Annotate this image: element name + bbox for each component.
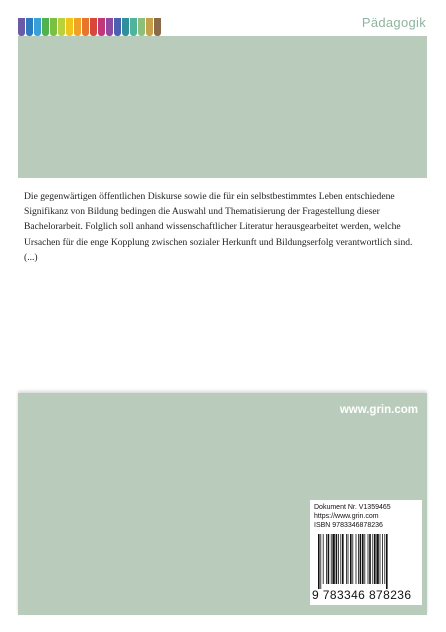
barcode-bar bbox=[338, 534, 339, 584]
barcode-bar bbox=[340, 534, 341, 584]
document-number: Dokument Nr. V1359465 bbox=[314, 504, 391, 511]
barcode-bar bbox=[380, 534, 381, 584]
color-stripe bbox=[74, 18, 81, 36]
barcode-bar bbox=[362, 534, 364, 584]
barcode-bar bbox=[318, 534, 320, 589]
barcode-bar bbox=[326, 534, 327, 584]
barcode-bar bbox=[348, 534, 349, 584]
color-stripe bbox=[42, 18, 49, 36]
color-stripe bbox=[66, 18, 73, 36]
barcode-bar bbox=[368, 534, 369, 584]
barcode-bar bbox=[332, 534, 334, 584]
barcode bbox=[316, 534, 416, 589]
color-stripe bbox=[18, 18, 25, 36]
barcode-bar bbox=[374, 534, 376, 584]
category-label: Pädagogik bbox=[361, 15, 426, 30]
barcode-bar bbox=[320, 534, 321, 589]
barcode-bar bbox=[331, 534, 332, 584]
isbn-box bbox=[310, 500, 422, 605]
color-stripe bbox=[26, 18, 33, 36]
color-stripe bbox=[130, 18, 137, 36]
color-stripe bbox=[50, 18, 57, 36]
color-stripe bbox=[98, 18, 105, 36]
barcode-bar bbox=[364, 534, 365, 584]
barcode-bar bbox=[358, 534, 359, 584]
barcode-bar bbox=[336, 534, 338, 584]
document-url: https://www.grin.com bbox=[314, 513, 379, 520]
barcode-bar bbox=[328, 534, 330, 584]
barcode-bar bbox=[342, 534, 344, 584]
barcode-bar bbox=[356, 534, 357, 584]
color-stripe bbox=[138, 18, 145, 36]
barcode-bar bbox=[369, 534, 371, 584]
color-stripes bbox=[18, 18, 162, 36]
barcode-bar bbox=[350, 534, 352, 584]
color-stripe bbox=[90, 18, 97, 36]
website-label: www.grin.com bbox=[339, 404, 418, 416]
barcode-bar bbox=[323, 534, 324, 584]
color-stripe bbox=[154, 18, 161, 36]
color-stripe bbox=[34, 18, 41, 36]
color-stripe bbox=[114, 18, 121, 36]
color-stripe bbox=[58, 18, 65, 36]
barcode-bar bbox=[386, 534, 388, 589]
blurb-text: Die gegenwärtigen öffentlichen Diskurse sowie die für ein selbstbestimmtes Leben entschiedene Signifikanz von Bildung bedingen die Auswahl und Thematisierung der Fragestellung dieser Bachelorarbeit. Folglich soll anhand wissenschaftlicher Literatur herausgearbeitet werden, welche Ursachen für die enge Kopplung zwischen sozialer Herkunft und Bildungserfolg verantwortlich sind. (...) bbox=[24, 191, 413, 263]
barcode-bar bbox=[384, 534, 385, 584]
barcode-number: 9 783346 878236 bbox=[312, 588, 412, 602]
color-stripe bbox=[82, 18, 89, 36]
barcode-bar bbox=[376, 534, 378, 584]
color-stripe bbox=[106, 18, 113, 36]
book-blurb bbox=[24, 189, 422, 265]
top-color-panel bbox=[18, 36, 427, 178]
barcode-bar bbox=[372, 534, 373, 584]
isbn-label: ISBN 9783346878236 bbox=[314, 522, 383, 529]
barcode-bar bbox=[360, 534, 362, 584]
barcode-bar bbox=[382, 534, 383, 584]
barcode-bar bbox=[352, 534, 353, 584]
color-stripe bbox=[122, 18, 129, 36]
color-stripe bbox=[146, 18, 153, 36]
barcode-bar bbox=[346, 534, 347, 584]
